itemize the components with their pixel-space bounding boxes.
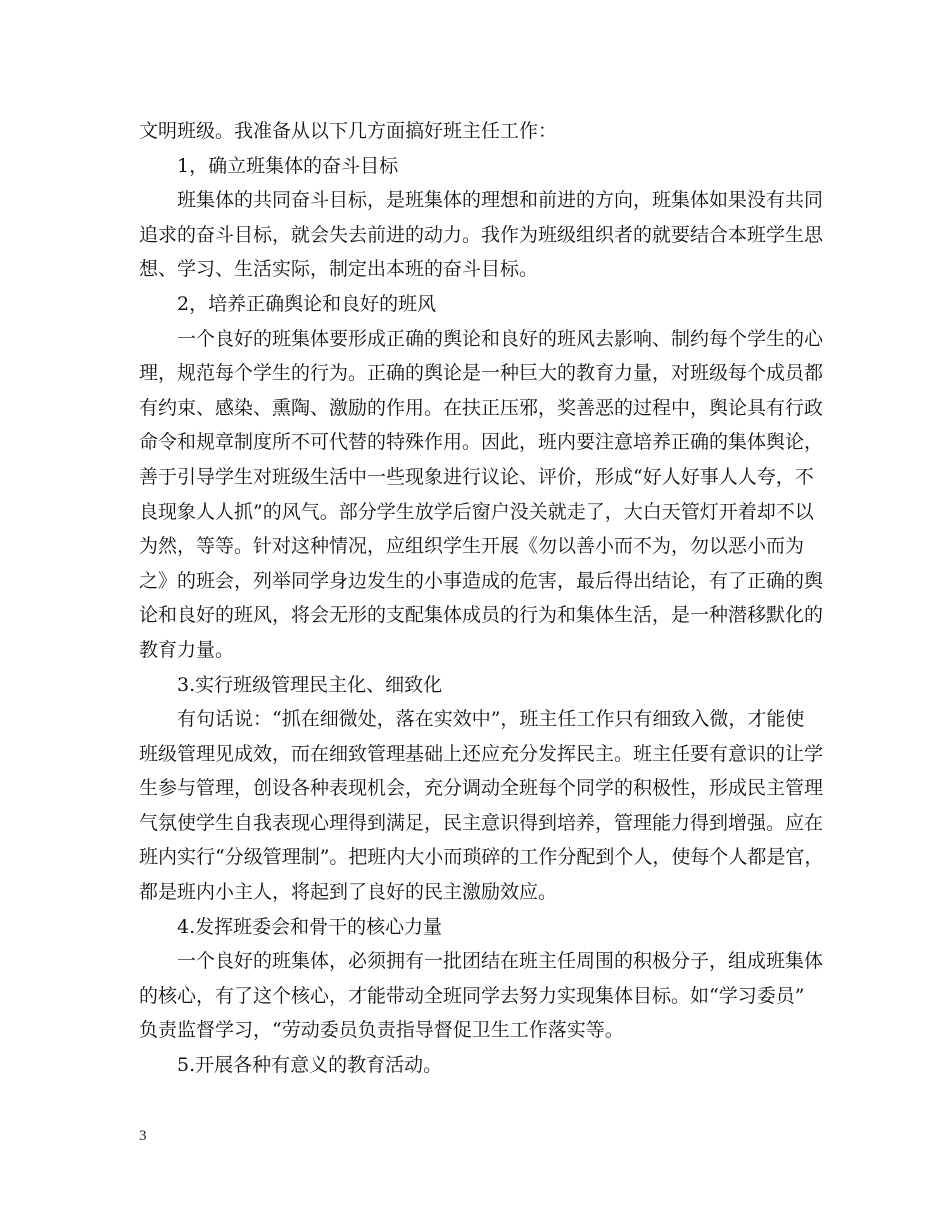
paragraph-line: 想、学习、生活实际，制定出本班的奋斗目标。 [139, 258, 539, 281]
paragraph-line: 论和良好的班风，将会无形的支配集体成员的行为和集体生活，是一种潜移默化的 [139, 604, 824, 627]
paragraph-line: 之》的班会，列举同学身边发生的小事造成的危害，最后得出结论，有了正确的舆 [139, 569, 824, 592]
paragraph-line: 一个良好的班集体，必须拥有一批团结在班主任周围的积极分子，组成班集体 [177, 950, 824, 973]
paragraph-line: 良现象人人抓”的风气。部分学生放学后窗户没关就走了，大白天管灯开着却不以 [139, 500, 814, 523]
paragraph-line: 有句话说：“抓在细微处，落在实效中”，班主任工作只有细致入微，才能使 [177, 708, 805, 731]
paragraph-line: 生参与管理，创设各种表现机会，充分调动全班每个同学的积极性，形成民主管理 [139, 777, 824, 800]
paragraph-line: 气氛使学生自我表现心理得到满足，民主意识得到培养，管理能力得到增强。应在 [139, 811, 824, 834]
paragraph-line: 为然，等等。针对这种情况，应组织学生开展《勿以善小而不为，勿以恶小而为 [139, 535, 805, 558]
paragraph-line: 班集体的共同奋斗目标，是班集体的理想和前进的方向，班集体如果没有共同 [177, 189, 824, 212]
section-heading-1: 1，确立班集体的奋斗目标 [177, 154, 399, 177]
paragraph-line: 班内实行“分级管理制”。把班内大小而琐碎的工作分配到个人，使每个人都是官， [139, 846, 824, 869]
paragraph-line: 班级管理见成效，而在细致管理基础上还应充分发挥民主。班主任要有意识的让学 [139, 742, 824, 765]
paragraph-line: 文明班级。我准备从以下几方面搞好班主任工作： [139, 120, 558, 142]
paragraph-line: 教育力量。 [139, 638, 235, 661]
paragraph-line: 都是班内小主人，将起到了良好的民主激励效应。 [139, 881, 558, 904]
section-heading-2: 2，培养正确舆论和良好的班风 [177, 292, 437, 315]
paragraph-line: 追求的奋斗目标，就会失去前进的动力。我作为班级组织者的就要结合本班学生思 [139, 223, 824, 246]
paragraph-line: 善于引导学生对班级生活中一些现象进行议论、评价，形成“好人好事人人夸，不 [139, 465, 814, 488]
section-heading-4: 4.发挥班委会和骨干的核心力量 [177, 915, 443, 938]
document-body [139, 114, 824, 1083]
paragraph-line: 有约束、感染、熏陶、激励的作用。在扶正压邪，奖善恶的过程中，舆论具有行政 [139, 396, 824, 419]
paragraph-line: 命令和规章制度所不可代替的特殊作用。因此，班内要注意培养正确的集体舆论， [139, 431, 824, 454]
section-heading-5: 5.开展各种有意义的教育活动。 [177, 1054, 443, 1077]
paragraph-line: 理，规范每个学生的行为。正确的舆论是一种巨大的教育力量，对班级每个成员都 [139, 362, 824, 385]
paragraph-line: 一个良好的班集体要形成正确的舆论和良好的班风去影响、制约每个学生的心 [177, 327, 824, 350]
paragraph-line: 的核心，有了这个核心，才能带动全班同学去努力实现集体目标。如“学习委员” [139, 984, 805, 1007]
page-number: 3 [139, 1128, 147, 1144]
paragraph-line: 负责监督学习，“劳动委员负责指导督促卫生工作落实等。 [139, 1019, 624, 1042]
section-heading-3: 3.实行班级管理民主化、细致化 [177, 673, 443, 696]
